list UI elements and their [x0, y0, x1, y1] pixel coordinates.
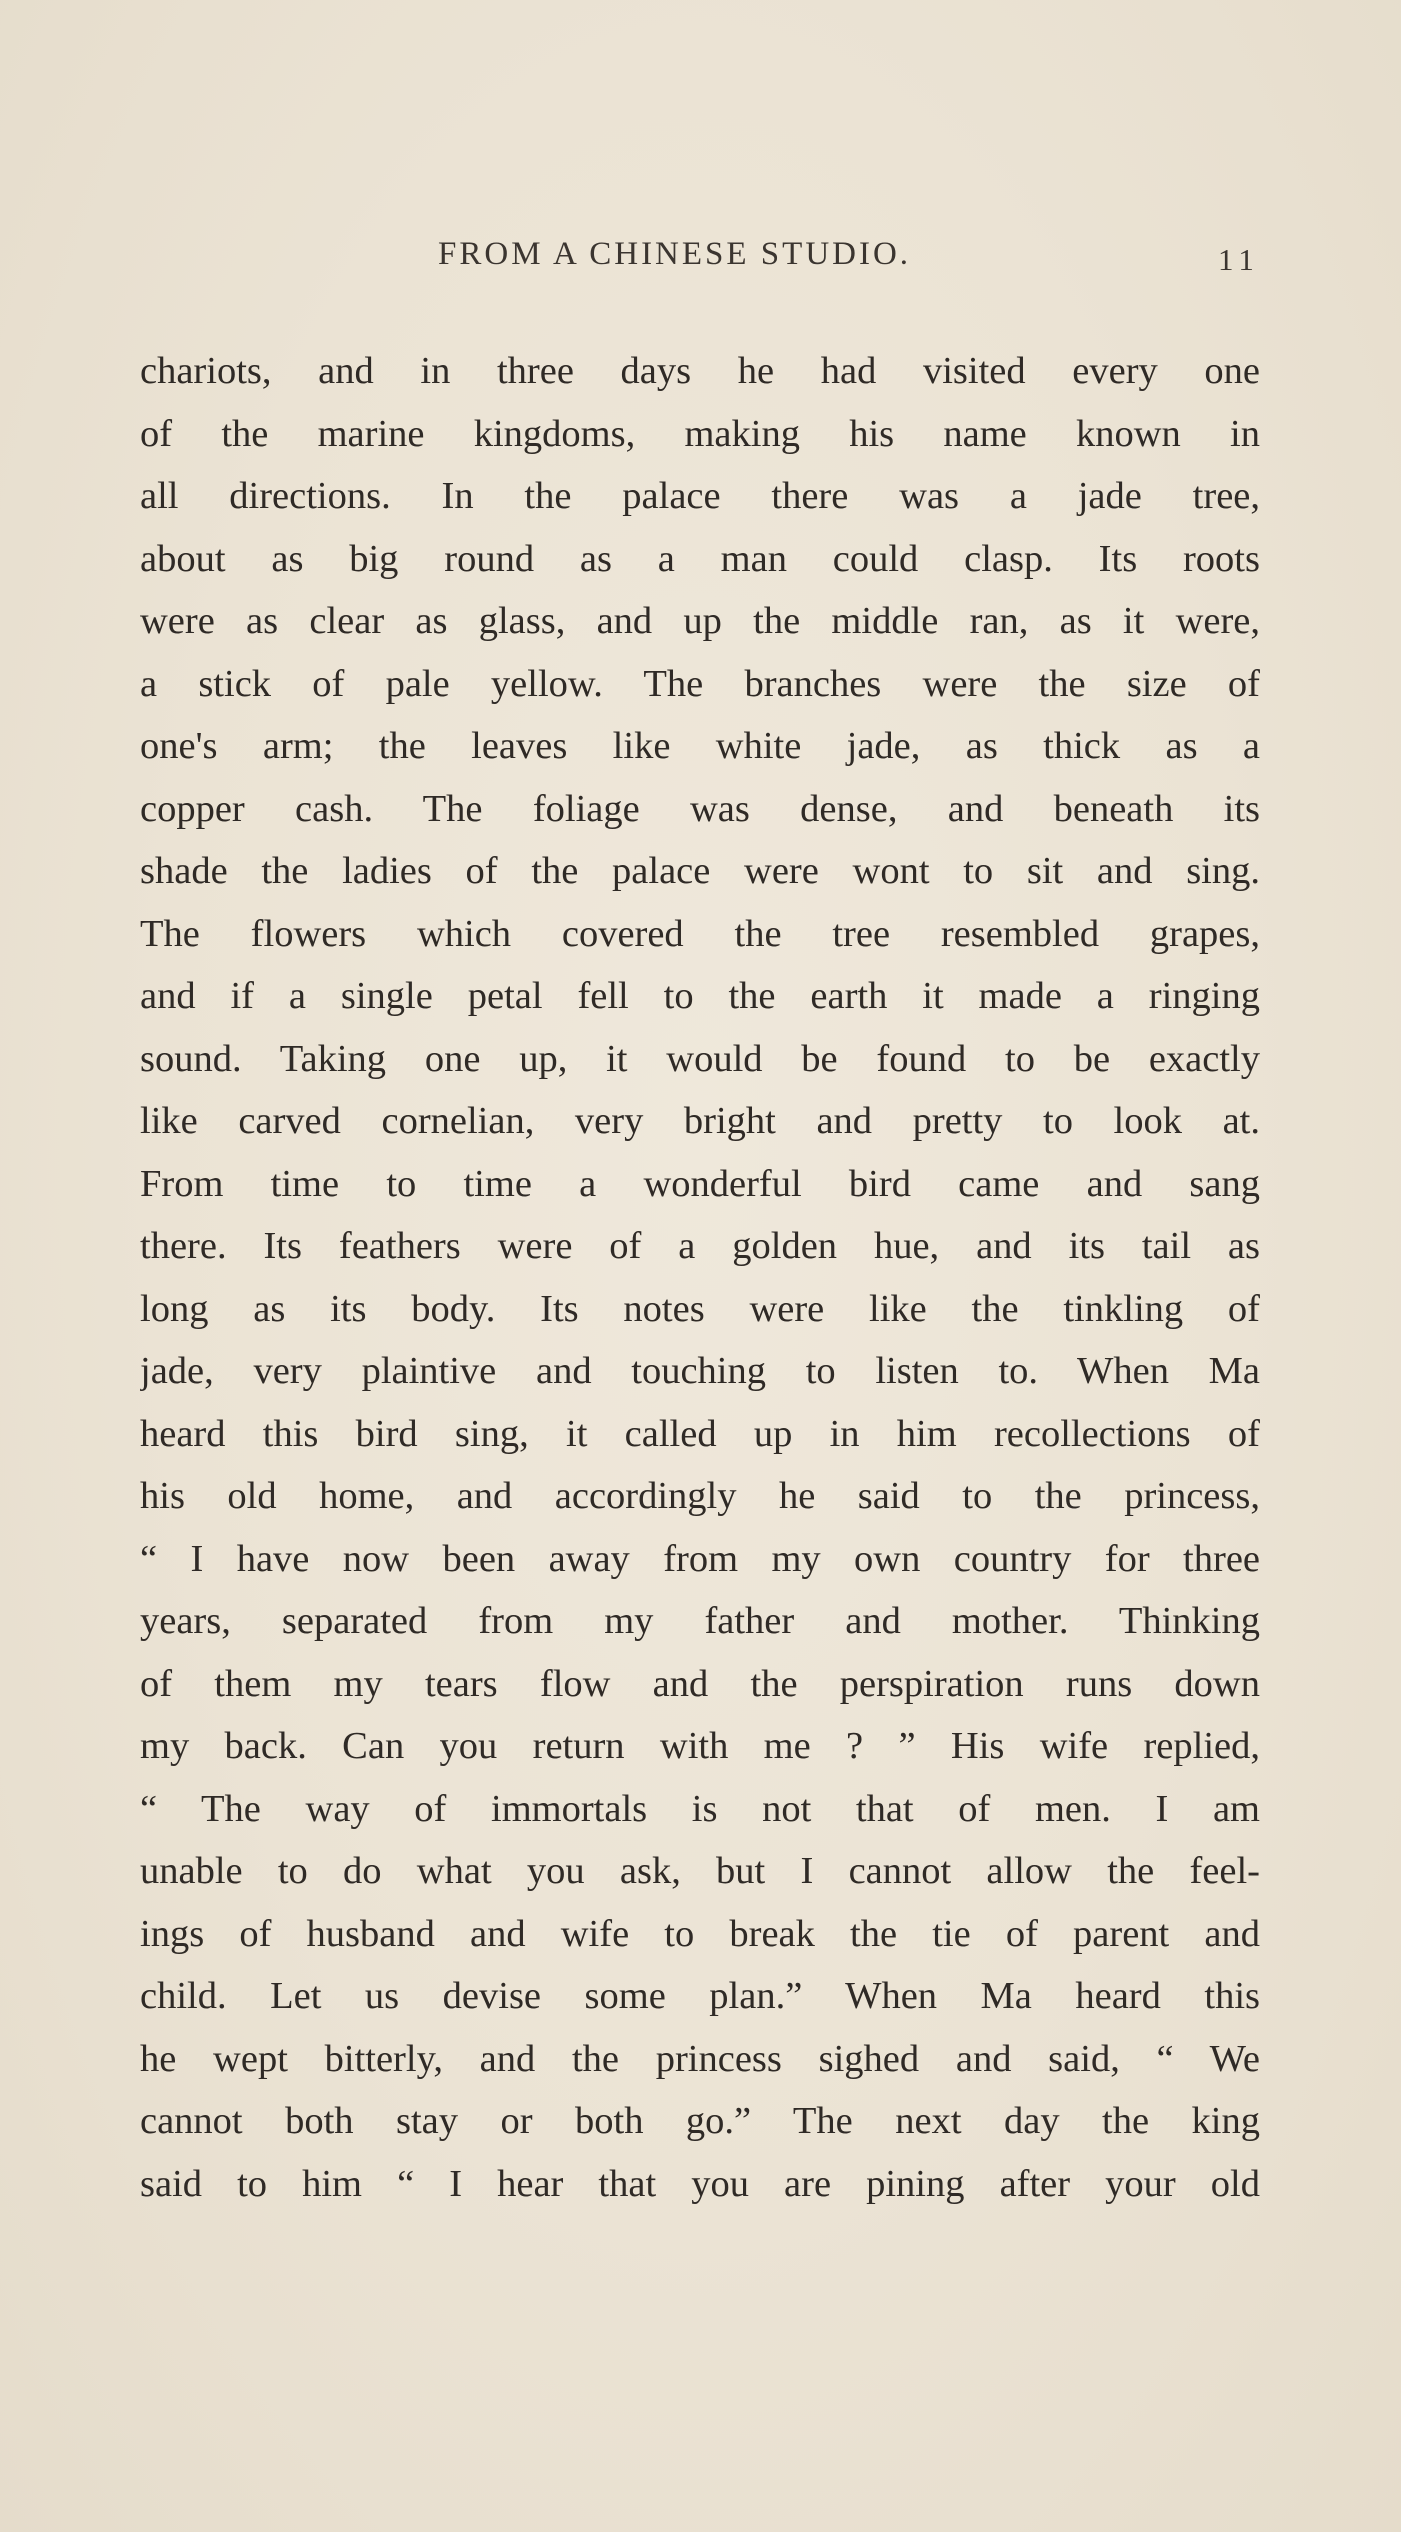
text-line: unable to do what you ask, but I cannot allow the feel-	[140, 1850, 1260, 1892]
text-line: like carved cornelian, very bright and pretty to look at.	[140, 1100, 1260, 1142]
running-title: FROM A CHINESE STUDIO.	[438, 236, 912, 272]
text-line: about as big round as a man could clasp. Its roots	[140, 537, 1260, 580]
text-line: copper cash. The foliage was dense, and beneath its	[140, 787, 1260, 830]
text-line: “ I have now been away from my own country for three	[140, 1537, 1260, 1580]
text-line: there. Its feathers were of a golden hue, and its tail as	[140, 1225, 1260, 1267]
text-line: of them my tears flow and the perspiration runs down	[140, 1662, 1260, 1705]
text-line: he wept bitterly, and the princess sighed and said, “ We	[140, 2037, 1260, 2080]
page-number: 11	[1218, 242, 1260, 277]
body-text	[140, 340, 1260, 2215]
text-line: said to him “ I hear that you are pining after your old	[140, 2162, 1260, 2205]
text-line: ings of husband and wife to break the tie of parent and	[140, 1912, 1260, 1955]
text-line: “ The way of immortals is not that of men. I am	[140, 1787, 1260, 1830]
text-line: and if a single petal fell to the earth it made a ringing	[140, 975, 1260, 1017]
text-line: were as clear as glass, and up the middle ran, as it were,	[140, 600, 1260, 642]
text-line: cannot both stay or both go.” The next day the king	[140, 2100, 1260, 2142]
text-line: heard this bird sing, it called up in him recollections of	[140, 1412, 1260, 1455]
text-line: a stick of pale yellow. The branches were the size of	[140, 662, 1260, 705]
text-line: of the marine kingdoms, making his name known in	[140, 412, 1260, 455]
text-line: From time to time a wonderful bird came and sang	[140, 1162, 1260, 1205]
text-line: one's arm; the leaves like white jade, as thick as a	[140, 725, 1260, 767]
text-line: shade the ladies of the palace were wont to sit and sing.	[140, 850, 1260, 892]
running-head	[0, 236, 1401, 286]
text-line: The flowers which covered the tree resembled grapes,	[140, 912, 1260, 955]
text-line: his old home, and accordingly he said to the princess,	[140, 1475, 1260, 1517]
text-line: years, separated from my father and mother. Thinking	[140, 1600, 1260, 1642]
text-line: sound. Taking one up, it would be found to be exactly	[140, 1037, 1260, 1080]
text-line: my back. Can you return with me ? ” His wife replied,	[140, 1725, 1260, 1767]
text-line: jade, very plaintive and touching to listen to. When Ma	[140, 1350, 1260, 1392]
text-line: long as its body. Its notes were like the tinkling of	[140, 1287, 1260, 1330]
text-line: child. Let us devise some plan.” When Ma heard this	[140, 1975, 1260, 2017]
text-line: chariots, and in three days he had visited every one	[140, 350, 1260, 392]
text-line: all directions. In the palace there was a jade tree,	[140, 475, 1260, 517]
